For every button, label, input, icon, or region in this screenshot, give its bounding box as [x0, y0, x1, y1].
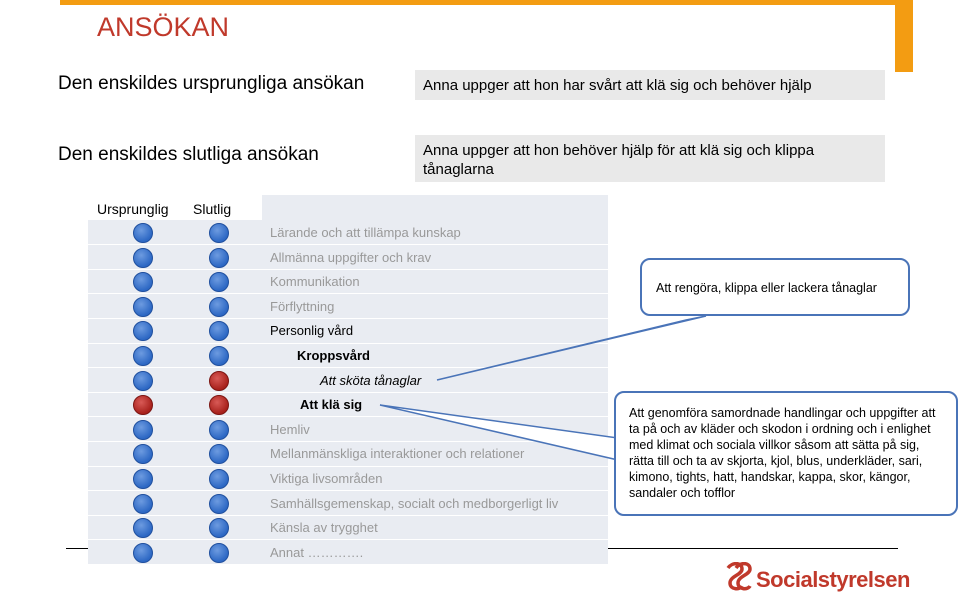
category-label: Viktiga livsområden	[270, 471, 383, 486]
category-label: Samhällsgemenskap, socialt och medborgerligt liv	[270, 495, 559, 511]
category-label: Allmänna uppgifter och krav	[270, 249, 432, 265]
socialstyrelsen-logo	[722, 560, 910, 598]
column-header-final: Slutlig	[193, 201, 232, 217]
category-label: Lärande och att tillämpa kunskap	[270, 225, 461, 240]
dress-pointer	[380, 405, 618, 460]
original-application-label: Den enskildes ursprungliga ansökan	[58, 73, 365, 94]
logo-text: Socialstyrelsen	[756, 567, 910, 592]
category-label: Att sköta tånaglar	[320, 372, 422, 388]
category-label: Hemliv	[270, 421, 310, 437]
callout-nails: Att rengöra, klippa eller lackera tånaglar	[640, 258, 910, 316]
final-application-text: Anna uppger att hon behöver hjälp för att klä sig och klippa tånaglarna	[415, 135, 885, 182]
category-label: Mellanmänskliga interaktioner och relationer	[270, 446, 525, 462]
category-label: Känsla av trygghet	[270, 520, 378, 536]
category-label: Förflyttning	[270, 298, 335, 314]
category-label: Att klä sig	[300, 397, 363, 413]
logo-mark-icon	[722, 562, 756, 594]
category-label: Annat ………….	[270, 544, 364, 560]
column-header-original: Ursprunglig	[97, 201, 169, 217]
original-application-text: Anna uppger att hon har svårt att klä sig och behöver hjälp	[415, 70, 885, 100]
page-title: ANSÖKAN	[97, 12, 230, 42]
callout-dressing: Att genomföra samordnade handlingar och uppgifter att ta på och av kläder och skodon i ordning och i enlighet med klimat och sociala villkor såsom att sätta på sig, rätta till och ta av skjorta, kjol, blus, underkläder, sari, kimono, tights, hatt, handskar, kappa, skor, kängor, sandaler och tofflor	[614, 391, 958, 516]
nails-pointer	[437, 316, 706, 380]
category-label: Personlig vård	[270, 323, 354, 339]
category-label: Kroppsvård	[297, 348, 370, 363]
category-label: Kommunikation	[270, 274, 360, 290]
final-application-label: Den enskildes slutliga ansökan	[58, 144, 319, 165]
